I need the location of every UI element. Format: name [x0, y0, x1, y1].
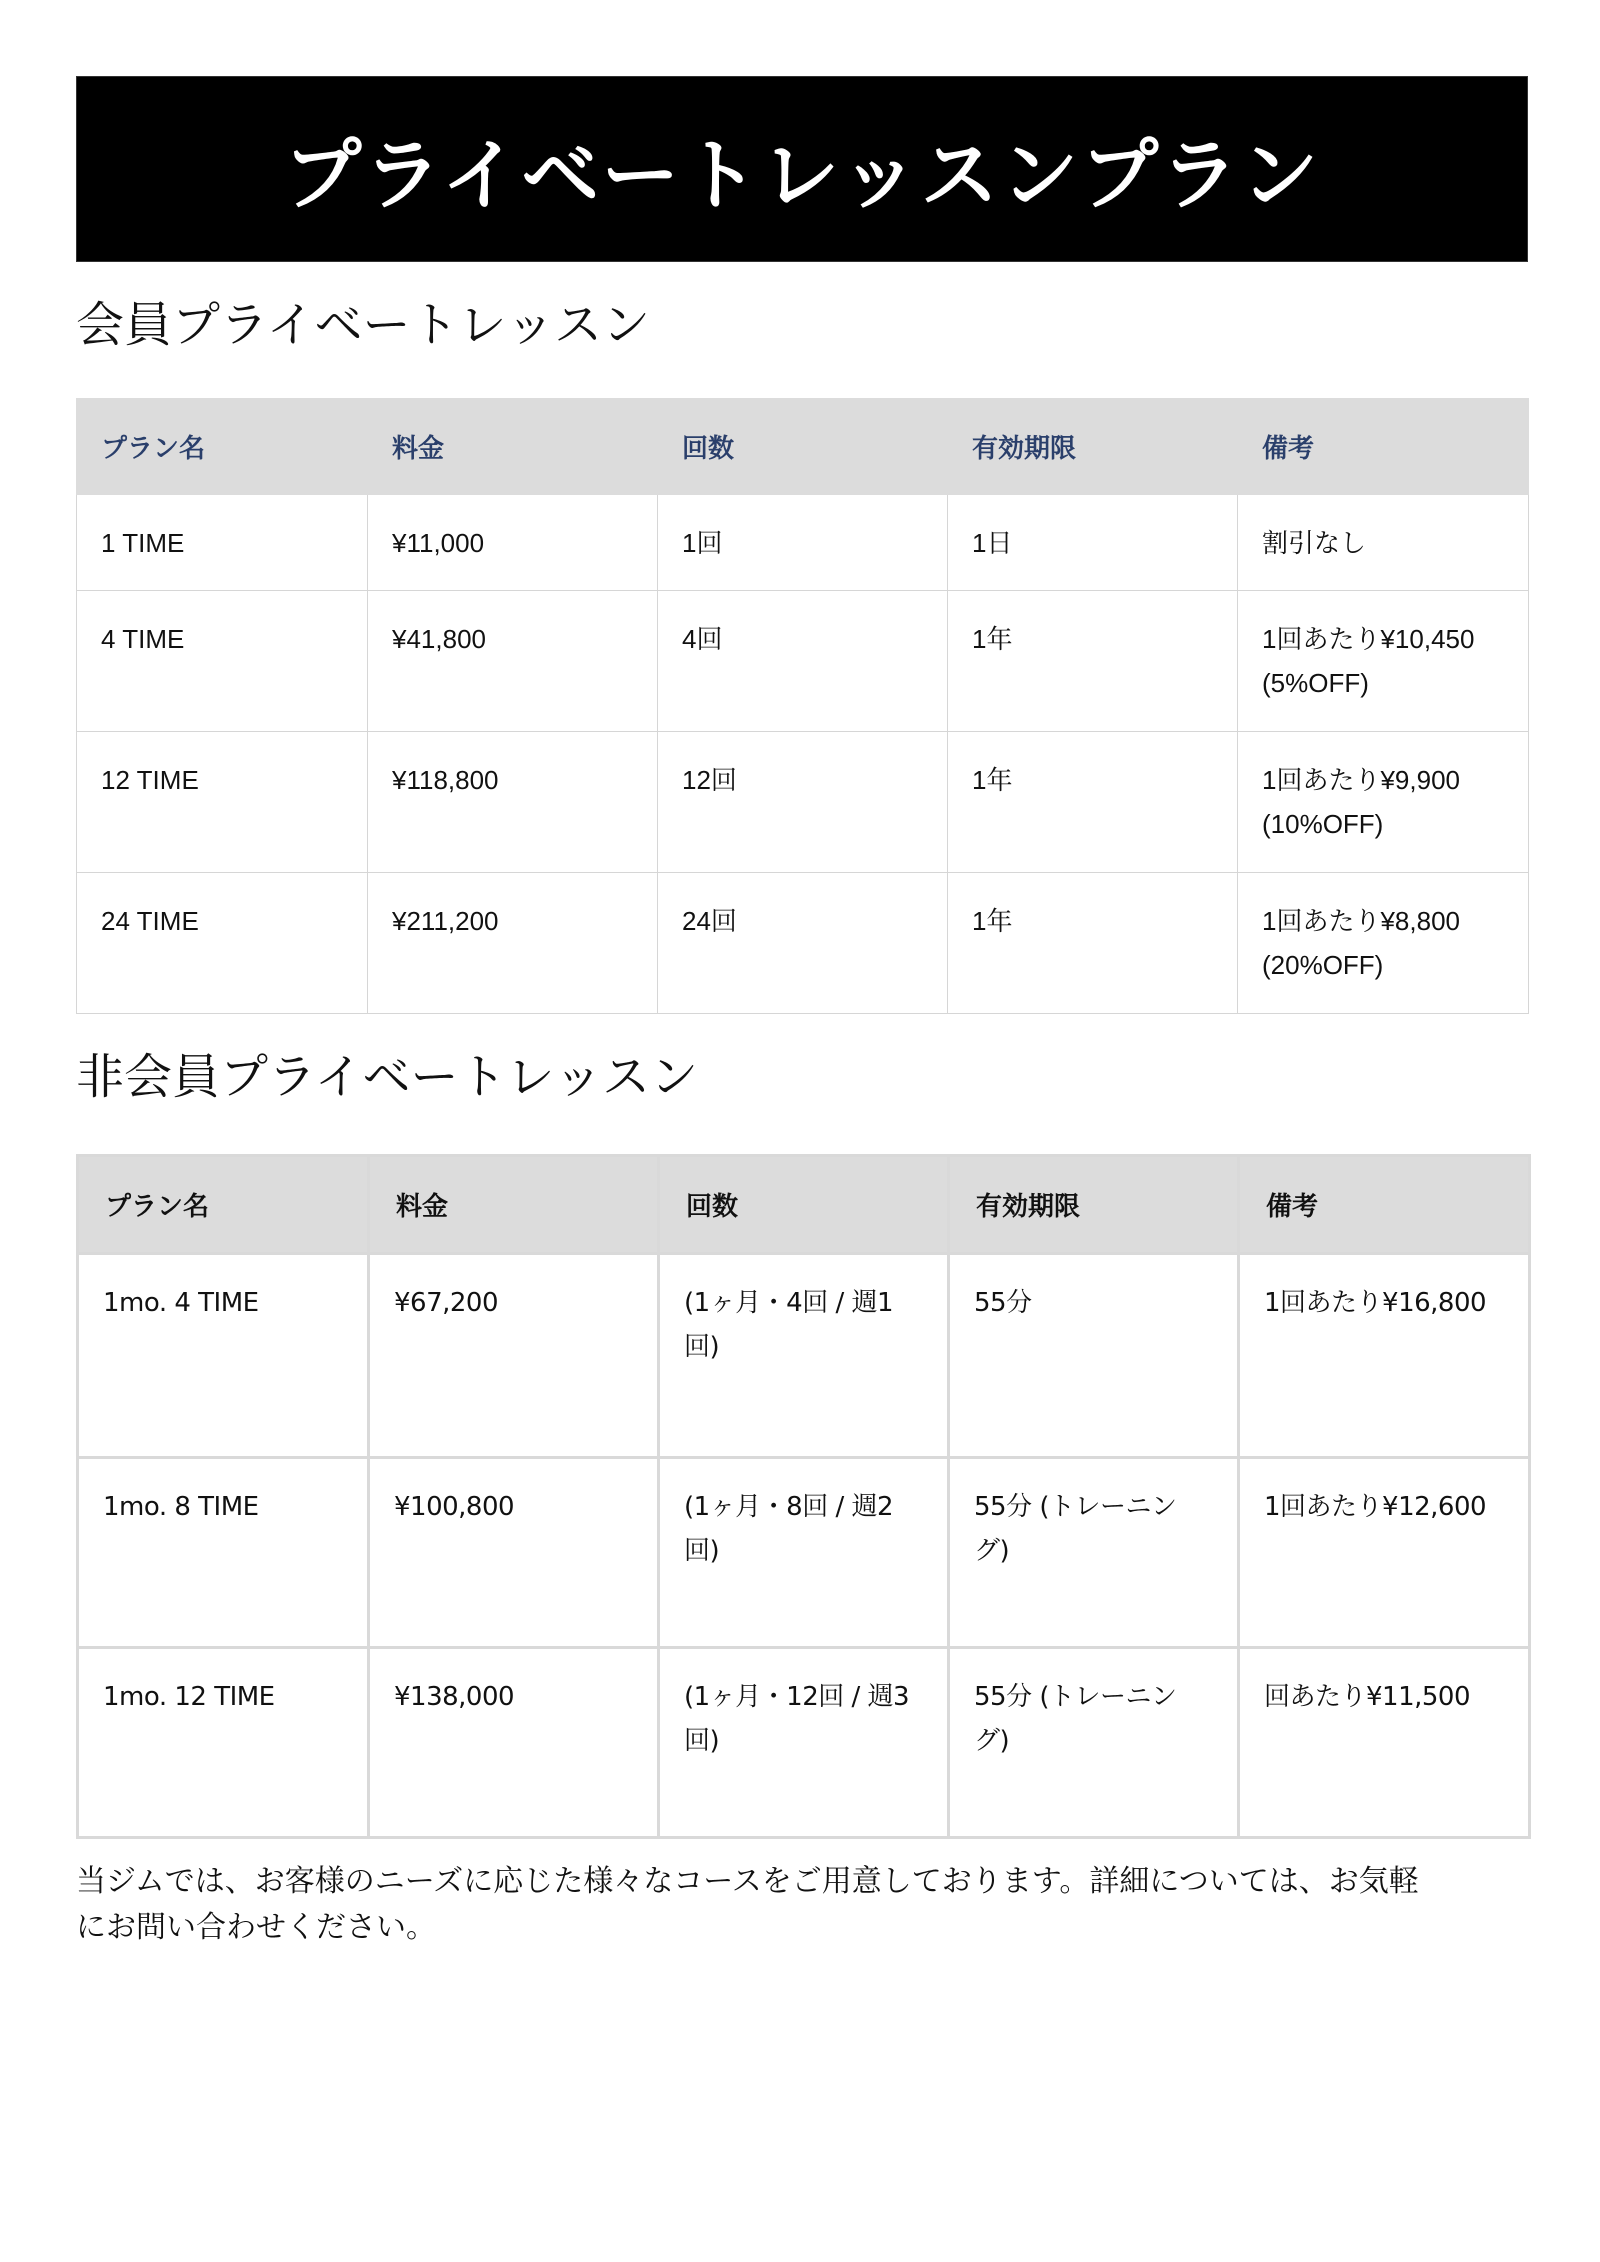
cell-plan: 1 TIME [77, 495, 368, 591]
note-discount: (5%OFF) [1262, 668, 1369, 698]
header-note: 備考 [1238, 399, 1529, 495]
table-row [77, 495, 1529, 591]
cell-validity: 1日 [948, 495, 1238, 591]
validity-line: 55分 (トレーニン [974, 1492, 1177, 1522]
header-validity: 有効期限 [948, 399, 1238, 495]
cell-validity: 1年 [948, 732, 1238, 873]
cell-note: 1回あたり¥12,600 [1239, 1458, 1530, 1648]
cell-price: ¥11,000 [368, 495, 658, 591]
cell-count: 1回 [658, 495, 948, 591]
cell-count: 4回 [658, 591, 948, 732]
note-discount: (20%OFF) [1262, 950, 1384, 980]
cell-price: ¥41,800 [368, 591, 658, 732]
header-count: 回数 [658, 399, 948, 495]
cell-price: ¥67,200 [369, 1254, 659, 1458]
cell-note [1238, 732, 1529, 873]
note-line: 1回あたり¥9,900 [1262, 765, 1460, 795]
cell-plan: 4 TIME [77, 591, 368, 732]
nonmember-plan-table [76, 1154, 1531, 1839]
table-header-row [78, 1156, 1530, 1254]
count-line: (1ヶ月・4回 / 週1 [684, 1288, 894, 1318]
cell-note: 1回あたり¥16,800 [1239, 1254, 1530, 1458]
header-plan-name: プラン名 [78, 1156, 369, 1254]
cell-validity [949, 1458, 1239, 1648]
count-line: (1ヶ月・8回 / 週2 [684, 1492, 894, 1522]
table-row [77, 732, 1529, 873]
count-line-wrap: 回) [684, 1536, 720, 1566]
cell-plan: 1mo. 4 TIME [78, 1254, 369, 1458]
validity-line: 55分 (トレーニン [974, 1682, 1177, 1712]
cell-price: ¥118,800 [368, 732, 658, 873]
cell-price: ¥211,200 [368, 873, 658, 1014]
table-row [78, 1648, 1530, 1838]
document-page [76, 76, 1528, 1951]
header-plan-name: プラン名 [77, 399, 368, 495]
cell-plan: 1mo. 12 TIME [78, 1648, 369, 1838]
table-row [78, 1458, 1530, 1648]
title-banner [76, 76, 1528, 262]
footer-line: にお問い合わせください。 [76, 1910, 436, 1945]
count-line: (1ヶ月・12回 / 週3 [684, 1682, 910, 1712]
cell-note [1238, 873, 1529, 1014]
cell-count [659, 1458, 949, 1648]
validity-line-wrap: グ) [974, 1726, 1010, 1756]
header-validity: 有効期限 [949, 1156, 1239, 1254]
header-price: 料金 [369, 1156, 659, 1254]
cell-validity [949, 1254, 1239, 1458]
header-note: 備考 [1239, 1156, 1530, 1254]
note-line: 割引なし [1262, 528, 1367, 558]
cell-note [1238, 591, 1529, 732]
table-row [77, 873, 1529, 1014]
cell-plan: 12 TIME [77, 732, 368, 873]
page-title: プライベートレッスンプラン [283, 131, 1321, 221]
cell-validity [949, 1648, 1239, 1838]
count-line-wrap: 回) [684, 1726, 720, 1756]
footer-note [76, 1859, 1528, 1951]
cell-plan: 1mo. 8 TIME [78, 1458, 369, 1648]
note-line: 1回あたり¥10,450 [1262, 624, 1475, 654]
cell-note [1238, 495, 1529, 591]
member-plan-table [76, 398, 1529, 1014]
table-header-row [77, 399, 1529, 495]
note-line: 1回あたり¥8,800 [1262, 906, 1460, 936]
cell-note: 回あたり¥11,500 [1239, 1648, 1530, 1838]
table-row [78, 1254, 1530, 1458]
note-discount: (10%OFF) [1262, 809, 1384, 839]
count-line-wrap: 回) [684, 1332, 720, 1362]
nonmember-section-title: 非会員プライベートレッスン [76, 1049, 699, 1105]
cell-count [659, 1648, 949, 1838]
cell-count: 12回 [658, 732, 948, 873]
cell-plan: 24 TIME [77, 873, 368, 1014]
footer-line: 当ジムでは、お客様のニーズに応じた様々なコースをご用意しております。詳細については、お気軽 [76, 1864, 1419, 1899]
cell-price: ¥100,800 [369, 1458, 659, 1648]
cell-validity: 1年 [948, 873, 1238, 1014]
member-section-title: 会員プライベートレッスン [76, 297, 651, 353]
cell-validity: 1年 [948, 591, 1238, 732]
validity-line-wrap: グ) [974, 1536, 1010, 1566]
cell-count [659, 1254, 949, 1458]
cell-price: ¥138,000 [369, 1648, 659, 1838]
validity-line: 55分 [974, 1288, 1032, 1318]
header-price: 料金 [368, 399, 658, 495]
table-row [77, 591, 1529, 732]
header-count: 回数 [659, 1156, 949, 1254]
cell-count: 24回 [658, 873, 948, 1014]
